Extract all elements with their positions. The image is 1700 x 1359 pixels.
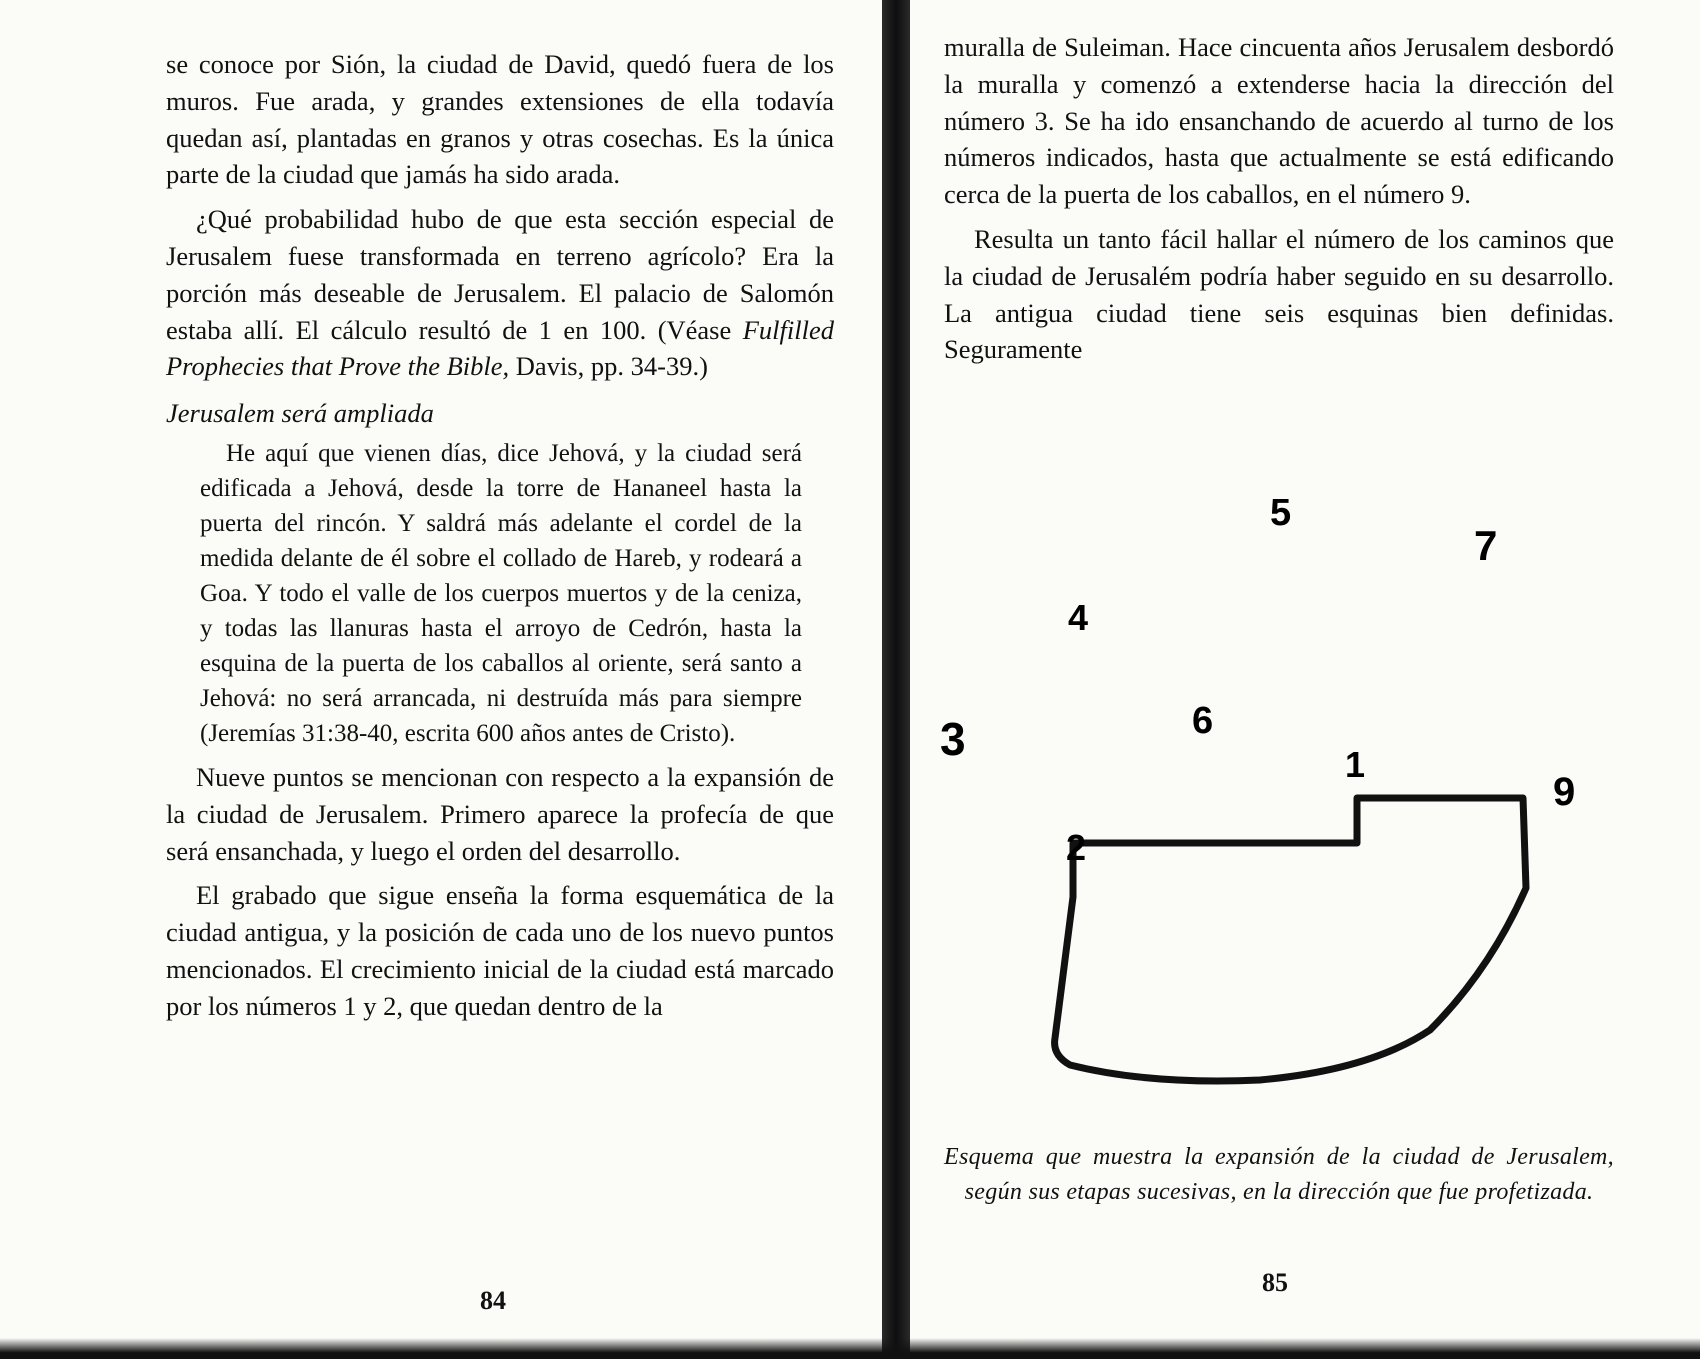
paragraph-text: ¿Qué probabilidad hubo de que esta sección especial de Jerusalem fuese transformada en terreno agrícolo? Era la porción más deseable de Jerusalem. El palacio de Salomón estaba allí. El cálculo resultó de 1 en 100. (Véase — [166, 204, 834, 345]
citation-rest: Davis, pp. 34-39.) — [509, 351, 708, 382]
paragraph: Resulta un tanto fácil hallar el número de los caminos que la ciudad de Jerusalém podría haber seguido en su desarrollo. La antigua ciudad tiene seis esquinas bien definidas. Seguramente — [944, 223, 1614, 365]
paragraph: se conoce por Sión, la ciudad de David, quedó fuera de los muros. Fue arada, y grandes extensiones de ella todavía quedan así, plantadas en granos y otras cosechas. Es la única parte de la ciudad que jamás ha sido arada. — [166, 49, 834, 190]
book-gutter — [882, 0, 910, 1359]
page-number-left: 84 — [480, 1286, 506, 1315]
label-5: 5 — [1270, 492, 1292, 534]
citation-title: Fulfilled Prophecies that Prove the Bible, — [166, 314, 834, 382]
label-6: 6 — [1192, 700, 1214, 742]
scripture-quote: He aquí que vienen días, dice Jehová, y la ciudad será edificada a Jehová, desde la torre de Hananeel hasta la puerta del rincón. Y saldrá más adelante el cordel de la medida delante de él sobre el collado de Hareb, y rodeará a Goa. Y todo el valle de los cuerpos muertos y de la ceniza, y todas las llanuras hasta el arroyo de Cedrón, hasta la esquina de la puerta de los caballos al oriente, será santo a Jehová: no será arrancada, ni destruída más para siempre (Jeremías 31:38-40, escrita 600 años antes de Cristo). — [200, 439, 802, 747]
jerusalem-expansion-diagram — [910, 440, 1700, 1140]
page-number-right: 85 — [1262, 1268, 1288, 1297]
paragraph — [166, 201, 834, 385]
label-7: 7 — [1474, 522, 1498, 569]
right-page-text — [944, 29, 1614, 368]
figure-caption: Esquema que muestra la expansión de la ciudad de Jerusalem, según sus etapas sucesivas, en la dirección que fue profetizada. — [944, 1144, 1614, 1205]
right-page — [910, 0, 1700, 1359]
section-subheading: Jerusalem será ampliada — [166, 398, 434, 429]
paragraph: muralla de Suleiman. Hace cincuenta años Jerusalem desbordó la muralla y comenzó a extenderse hacia la dirección del número 3. Se ha ido ensanchando de acuerdo al turno de los números indicados, hasta que actualmente se está edificando cerca de la puerta de los caballos, en el número 9. — [944, 32, 1614, 210]
page-bottom-shadow — [0, 1338, 1700, 1359]
left-page-text — [166, 46, 834, 1025]
label-3: 3 — [940, 713, 966, 765]
label-9: 9 — [1553, 770, 1576, 814]
label-4: 4 — [1068, 597, 1089, 638]
paragraph: Nueve puntos se mencionan con respecto a la expansión de la ciudad de Jerusalem. Primero aparece la profecía de que será ensanchada, y luego el orden del desarrollo. — [166, 761, 834, 866]
paragraph: El grabado que sigue enseña la forma esquemática de la ciudad antigua, y la posición de cada uno de los nuevo puntos mencionados. El crecimiento inicial de la ciudad está marcado por los números 1 y 2, que quedan dentro de la — [166, 880, 834, 1021]
label-1: 1 — [1345, 744, 1366, 785]
label-2: 2 — [1066, 827, 1087, 868]
old-city-outline — [1055, 798, 1526, 1081]
